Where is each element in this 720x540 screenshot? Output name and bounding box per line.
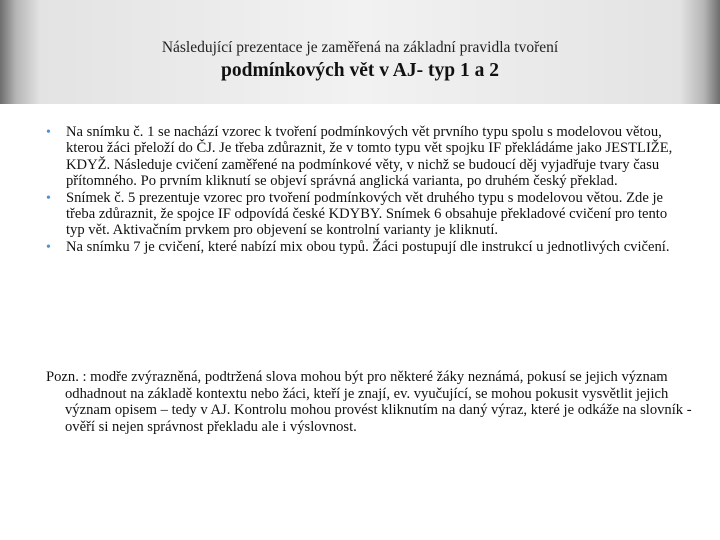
note-paragraph: Pozn. : modře zvýrazněná, podtržená slova mohou být pro některé žáky neznámá, pokusí se jejich význam odhadnout na základě kontextu nebo žáci, kteří je znají, ev. vyučující, se mohou pokusit vysvětlit jejich význam opisem – tedy v AJ. Kontrolu mohou provést kliknutím na daný výraz, které je odkáže na slovník - ověří si nejen správnost překladu ale i výslovnost.: [46, 369, 692, 435]
bullet-list: [46, 124, 676, 255]
bullet-dot-icon: •: [46, 239, 51, 255]
bullet-text: Snímek č. 5 prezentuje vzorec pro tvoření podmínkových vět druhého typu s modelovou větou. Zde je třeba zdůraznit, že spojce IF odpovídá české KDYBY. Snímek 6 obsahuje překladové cvičení pro tento typ vět. Aktivačním prvkem pro objevení se kontrolní varianty je kliknutí.: [66, 189, 668, 239]
bullet-dot-icon: •: [46, 190, 51, 206]
bullet-item: [46, 190, 676, 239]
header-title: podmínkových vět v AJ- typ 1 a 2: [221, 60, 499, 81]
bullet-text: Na snímku č. 1 se nachází vzorec k tvoření podmínkových vět prvního typu spolu s modelovou větou, kterou žáci přeloží do ČJ. Je třeba zdůraznit, že v tomto typu vět spojku IF překládáme jako JESTLIŽE, KDYŽ. Následuje cvičení zaměřené na podmínkové věty, v nichž se budoucí děj vyjadřuje tvary času přítomného. Po prvním kliknutí se objeví správná anglická varianta, po druhém český překlad.: [66, 124, 673, 190]
bullet-text: Na snímku 7 je cvičení, které nabízí mix obou typů. Žáci postupují dle instrukcí u jednotlivých cvičení.: [66, 238, 670, 255]
bullet-item: [46, 239, 676, 255]
slide-header: [0, 0, 720, 104]
header-subtitle: Následující prezentace je zaměřená na základní pravidla tvoření: [161, 39, 559, 56]
bullet-dot-icon: •: [46, 125, 51, 140]
bullet-item: [46, 124, 676, 190]
